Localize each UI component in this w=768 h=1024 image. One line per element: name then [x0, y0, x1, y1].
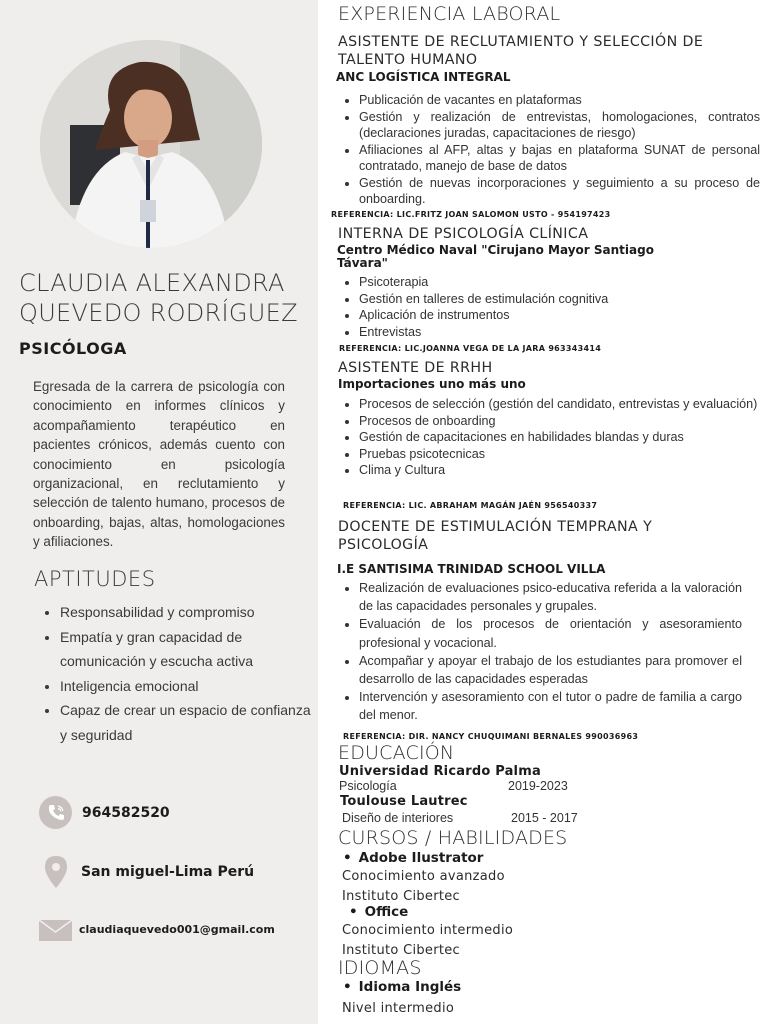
course-name: • Adobe Ilustrator	[343, 850, 483, 866]
location-pin-icon	[39, 855, 72, 888]
job-duty: • Procesos de onboarding	[359, 413, 763, 430]
job-duties-list	[338, 396, 763, 479]
job-duty: • Aplicación de instrumentos	[359, 307, 760, 324]
phone-icon	[39, 796, 72, 829]
aptitudes-heading: APTITUDES	[34, 567, 156, 591]
course-level: Conocimiento intermedio	[342, 923, 514, 938]
education-program: Diseño de interiores	[342, 811, 454, 825]
job-duty: • Realización de evaluaciones psico-educativa referida a la valoración de las capacidades personales y grupales.	[359, 579, 742, 615]
contact-location: San miguel-Lima Perú	[81, 863, 255, 880]
job-duty: • Gestión de capacitaciones en habilidades blandas y duras	[359, 429, 763, 446]
education-institution: Universidad Ricardo Palma	[339, 764, 541, 779]
aptitudes-list	[42, 600, 320, 748]
job-duty: • Evaluación de los procesos de orientación y asesoramiento profesional y vocacional.	[359, 615, 742, 651]
job-reference: REFERENCIA: LIC. ABRAHAM MAGÁN JAÉN 956540337	[343, 501, 598, 510]
job-duty: • Afiliaciones al AFP, altas y bajas en plataforma SUNAT de personal contratado, manejo de base de datos	[359, 142, 760, 175]
job-duty: • Gestión en talleres de estimulación cognitiva	[359, 291, 760, 308]
aptitude-item: • Capaz de crear un espacio de confianza y seguridad	[60, 698, 320, 747]
language-level: Nivel intermedio	[342, 1001, 455, 1016]
job-duty: • Acompañar y apoyar el trabajo de los estudiantes para promover el desarrollo de las capacidades esperadas	[359, 652, 742, 688]
job-title: ASISTENTE DE RECLUTAMIENTO Y SELECCIÓN DE TALENTO HUMANO	[338, 34, 704, 68]
course-name: • Office	[349, 904, 408, 920]
contact-email[interactable]: claudiaquevedo001@gmail.com	[79, 923, 275, 936]
job-company: ANC LOGÍSTICA INTEGRAL	[336, 70, 511, 84]
job-duty: • Intervención y asesoramiento con el tutor o padre de familia a cargo del menor.	[359, 688, 742, 724]
job-reference: REFERENCIA: DIR. NANCY CHUQUIMANI BERNALES 990036963	[343, 732, 639, 741]
experience-heading: EXPERIENCIA LABORAL	[338, 3, 561, 25]
contact-phone: 964582520	[82, 804, 170, 821]
job-duty: • Psicoterapia	[359, 274, 760, 291]
education-program: Psicología	[339, 779, 397, 793]
contact-phone-row	[39, 796, 170, 829]
aptitude-item: • Responsabilidad y compromiso	[60, 600, 320, 625]
candidate-role: PSICÓLOGA	[19, 339, 127, 358]
candidate-name: CLAUDIA ALEXANDRA QUEVEDO RODRÍGUEZ	[19, 269, 298, 327]
job-duties-list	[338, 274, 760, 340]
envelope-icon	[39, 913, 72, 946]
job-reference: REFERENCIA: LIC.FRITZ JOAN SALOMON USTO - 954197423	[331, 210, 611, 219]
job-duty: • Gestión de nuevas incorporaciones y seguimiento a su proceso de onboarding.	[359, 175, 760, 208]
job-duties-list	[338, 92, 760, 208]
contact-location-row	[39, 855, 254, 888]
job-duty: • Procesos de selección (gestión del candidato, entrevistas y evaluación)	[359, 396, 763, 413]
profile-photo-illustration	[40, 40, 262, 248]
education-institution: Toulouse Lautrec	[340, 794, 468, 809]
course-institute: Instituto Cibertec	[342, 889, 461, 904]
profile-photo	[40, 40, 262, 248]
education-years: 2019-2023	[508, 779, 568, 793]
job-company: Importaciones uno más uno	[338, 377, 526, 391]
job-reference: REFERENCIA: LIC.JOANNA VEGA DE LA JARA 963343414	[339, 344, 602, 353]
profile-summary: Egresada de la carrera de psicología con conocimiento en informes clínicos y acompañamiento terapéutico en pacientes crónicos, además cuento con conocimiento en psicología organizacional, en reclutamiento y selección de talento humano, procesos de onboarding, bajas, altas, homologaciones y afiliaciones.	[33, 379, 285, 550]
job-duty: • Clima y Cultura	[359, 462, 763, 479]
course-institute: Instituto Cibertec	[342, 943, 461, 958]
job-duty: • Entrevistas	[359, 324, 760, 341]
aptitude-item: • Inteligencia emocional	[60, 674, 320, 699]
aptitude-item: • Empatía y gran capacidad de comunicación y escucha activa	[60, 625, 320, 674]
job-duties-list	[338, 579, 742, 725]
education-years: 2015 - 2017	[511, 811, 578, 825]
languages-heading: IDIOMAS	[338, 957, 422, 979]
job-duty: • Publicación de vacantes en plataformas	[359, 92, 760, 109]
job-title: ASISTENTE DE RRHH	[338, 360, 493, 376]
course-level: Conocimiento avanzado	[342, 869, 505, 884]
language-name: • Idioma Inglés	[343, 979, 461, 995]
job-duty: • Gestión y realización de entrevistas, homologaciones, contratos (declaraciones juradas, capacitaciones de riesgo)	[359, 109, 760, 142]
courses-heading: CURSOS / HABILIDADES	[338, 827, 568, 849]
job-duty: • Pruebas psicotecnicas	[359, 446, 763, 463]
job-company: Centro Médico Naval "Cirujano Mayor Santiago Távara"	[337, 243, 654, 270]
contact-email-row	[39, 913, 275, 946]
education-heading: EDUCACIÓN	[338, 742, 455, 764]
job-title: INTERNA DE PSICOLOGÍA CLÍNICA	[338, 226, 589, 242]
job-company: I.E SANTISIMA TRINIDAD SCHOOL VILLA	[337, 562, 606, 576]
sidebar	[0, 0, 318, 1024]
job-title: DOCENTE DE ESTIMULACIÓN TEMPRANA Y PSICOLOGÍA	[338, 519, 653, 553]
